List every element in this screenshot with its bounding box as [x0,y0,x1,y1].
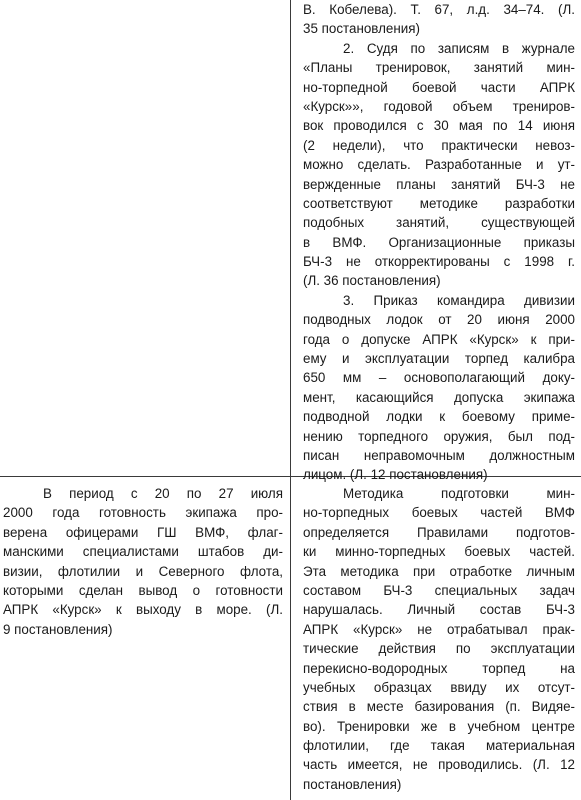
text-line: АПРК «Курск» к выходу в море. (Л. [3,602,283,618]
text-line: Методика подготовки мин- [343,486,575,501]
text-line: ему и эксплуатации торпед калибра [303,351,575,367]
text-line: писан неправомочным должностным [303,447,575,463]
column-divider [290,0,291,800]
text-line: 9 постановления) [3,621,113,637]
text-line: вержденные планы занятий БЧ-3 не [303,176,575,192]
text-line: 650 мм – основополагающий доку- [303,370,575,386]
top-right-cell [303,0,575,485]
text-line: 3. Приказ командира дивизии [343,292,575,308]
text-line: 2000 года готовность экипажа про- [3,505,283,521]
text-line: флотилии, где такая материальная [303,738,575,754]
text-line: ствия в месте базирования (п. Видяе- [303,699,575,715]
text-line: БЧ-3 не откорректированы с 1998 г. [303,254,575,270]
text-line: постановления) [303,776,402,792]
text-line: перекисно-водородных торпед на [303,660,575,676]
text-line: учебных образцах ввиду их отсут- [303,679,575,695]
text-line: в ВМФ. Организационные приказы [303,234,575,250]
text-line: Эта методика при отработке личным [303,563,575,579]
text-line: подводной лодки к боевому приме- [303,409,575,425]
bottom-right-cell [303,484,575,794]
text-line: во). Тренировки же в учебном центре [303,718,575,734]
text-line: вок проводился с 30 мая по 14 июня [303,118,575,134]
text-line: но-торпедных боевых частей ВМФ [303,505,575,521]
text-line: В. Кобелева). Т. 67, л.д. 34–74. (Л. [303,2,575,17]
text-line: определяется Правилами подготов- [303,524,575,540]
text-line: верена офицерами ГШ ВМФ, флаг- [3,524,283,540]
text-line: подводных лодок от 20 июня 2000 [303,312,575,328]
text-line: подобных занятий, существующей [303,215,575,231]
text-line: визии, флотилии и Северного флота, [3,563,283,579]
text-line: «Планы тренировок, занятий мин- [303,60,575,76]
text-line: которыми сделан вывод о готовности [3,582,283,598]
text-line: можно сделать. Разработанные и ут- [303,157,575,173]
bottom-left-cell [3,484,283,639]
text-line: года о допуске АПРК «Курск» к при- [303,331,575,347]
text-line: «Курск»», годовой объем трениров- [303,98,575,114]
text-line: лицом. (Л. 12 постановления) [303,467,488,483]
text-line: (Л. 36 постановления) [303,273,441,289]
text-line: ки минно-торпедных боевых частей. [303,544,575,560]
text-line: 35 постановления) [303,21,420,37]
text-line: В период с 20 по 27 июля [43,486,283,501]
text-line: 2. Судя по записям в журнале [343,40,575,56]
text-line: часть имеется, не проводились. (Л. 12 [303,757,575,773]
text-line: составом БЧ-3 специальных задач [303,582,575,598]
text-line: нарушалась. Личный состав БЧ-3 [303,602,575,618]
text-line: но-торпедной боевой части АПРК [303,79,575,95]
text-line: манскими специалистами штабов ди- [3,544,283,560]
text-line: мент, касающийся допуска экипажа [303,389,575,405]
text-line: АПРК «Курск» не отрабатывал прак- [303,621,575,637]
text-line: нению торпедного оружия, был под- [303,428,575,444]
text-line: (2 недели), что практически невоз- [303,137,575,153]
text-line: тические действия по эксплуатации [303,641,575,657]
text-line: соответствуют методике разработки [303,195,575,211]
